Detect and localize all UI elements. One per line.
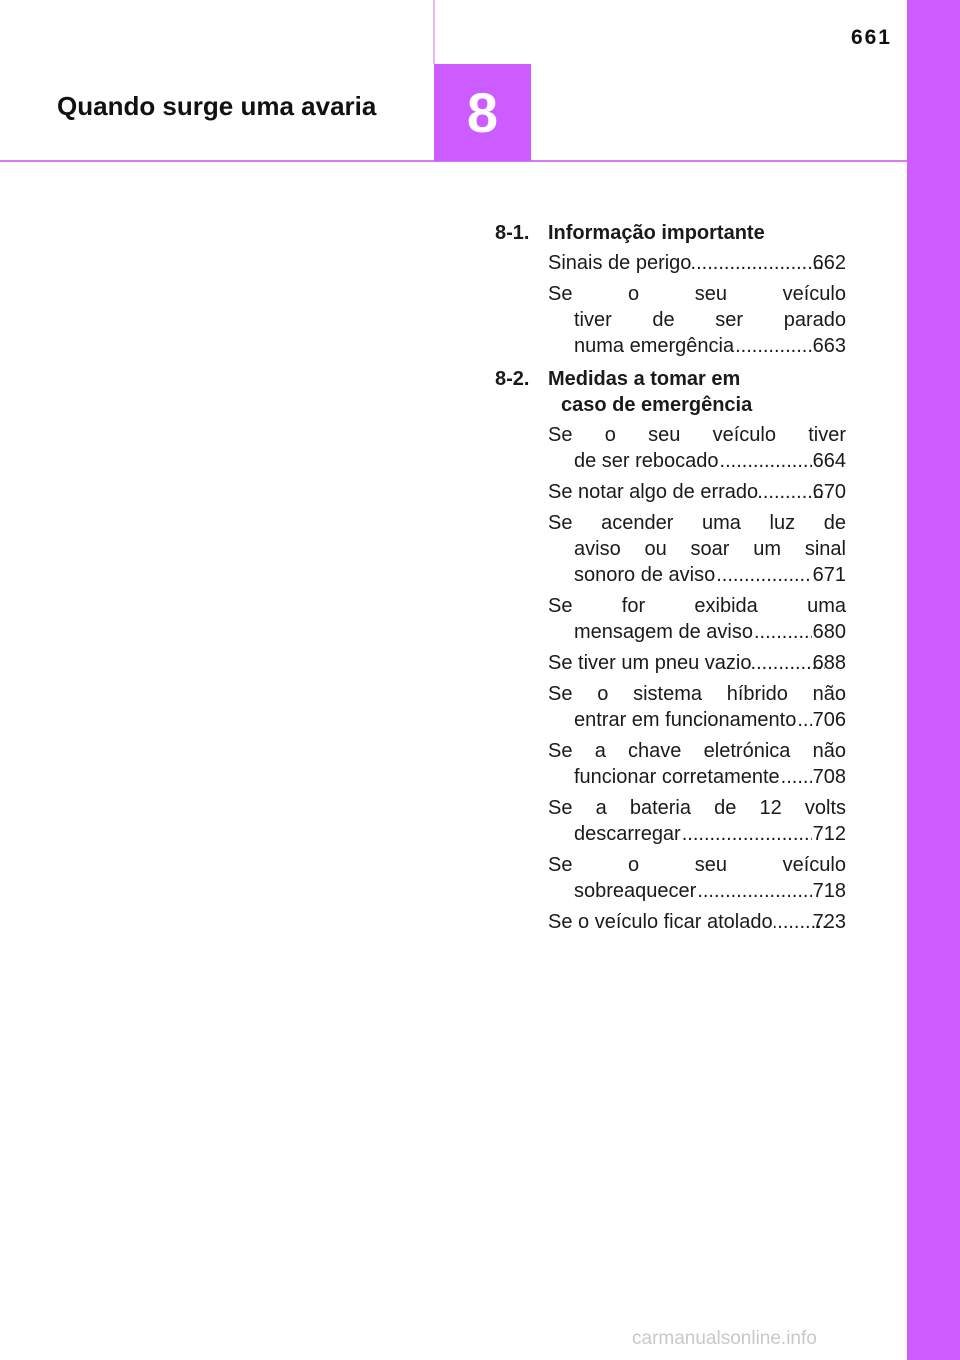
entry-page-number: 662 [812,252,846,274]
entry-text: Se for exibida uma [548,595,846,617]
toc-entry[interactable] [548,650,846,676]
entry-text: Se a chave eletrónica não [548,740,846,762]
entry-text: tiver de ser parado [574,309,846,331]
entry-page-number: 670 [812,481,846,503]
entry-text: sobreaquecer [574,880,697,902]
header-divider [433,0,435,64]
toc-section-heading[interactable] [495,220,846,246]
section-title [548,220,846,246]
chapter-side-tab [907,0,960,1360]
toc-entry[interactable] [548,250,846,276]
watermark: carmanualsonline.info [632,1328,817,1349]
entry-text: Se o veículo ficar atolado [548,911,773,933]
toc-section-block [495,220,846,359]
toc-section-block [495,366,846,935]
entry-text: Se notar algo de errado [548,481,759,503]
chapter-number-box [434,64,531,161]
dot-leader [697,878,811,904]
section-number: 8-1. [495,222,530,244]
entry-page-number: 718 [812,880,846,902]
entry-text: entrar em funcionamento [574,709,797,731]
toc-entry[interactable] [548,909,846,935]
entry-page-number: 688 [812,652,846,674]
toc-entry[interactable] [548,510,846,588]
entry-text: mensagem de aviso [574,621,753,643]
entry-text: Se o seu veículo tiver [548,424,846,446]
dot-leader [716,562,811,588]
dot-leader [682,821,812,847]
entry-page-number: 708 [812,766,846,788]
section-number: 8-2. [495,368,530,390]
toc-entry[interactable] [548,738,846,790]
entry-page-number: 723 [812,911,846,933]
toc-entry[interactable] [548,681,846,733]
entry-page-number: 706 [812,709,846,731]
table-of-contents [495,220,846,942]
entry-text: Se tiver um pneu vazio [548,652,752,674]
entry-text: descarregar [574,823,681,845]
toc-section-heading[interactable] [495,366,846,418]
entry-text: funcionar corretamente [574,766,780,788]
entry-page-number: 663 [812,335,846,357]
dot-leader [754,619,812,645]
entry-text: Se acender uma luz de [548,512,846,534]
dot-leader [720,448,812,474]
entry-text: de ser rebocado [574,450,719,472]
toc-entry[interactable] [548,795,846,847]
entry-text: Se o sistema híbrido não [548,683,846,705]
entry-page-number: 664 [812,450,846,472]
entry-text: Sinais de perigo [548,252,692,274]
entry-page-number: 680 [812,621,846,643]
chapter-number: 8 [466,80,499,144]
section-title-line: Medidas a tomar em [548,368,741,390]
entry-page-number: 671 [812,564,846,586]
dot-leader [781,764,812,790]
toc-entry[interactable] [548,593,846,645]
entry-text: Se a bateria de 12 volts [548,797,846,819]
page-number: 661 [850,26,892,49]
chapter-title: Quando surge uma avaria [57,91,377,121]
toc-entry[interactable] [548,281,846,359]
entry-text: Se o seu veículo [548,283,846,305]
entry-text: aviso ou soar um sinal [574,538,846,560]
dot-leader [735,333,812,359]
toc-entry[interactable] [548,422,846,474]
dot-leader [692,250,824,276]
dot-leader [797,707,811,733]
section-title-line: Informação importante [548,222,765,244]
toc-entry[interactable] [548,479,846,505]
entry-text: numa emergência [574,335,735,357]
entry-page-number: 712 [812,823,846,845]
section-title [548,366,846,418]
entry-text: sonoro de aviso [574,564,716,586]
entry-text: Se o seu veículo [548,854,846,876]
section-title-line: caso de emergência [561,394,753,416]
toc-entry[interactable] [548,852,846,904]
